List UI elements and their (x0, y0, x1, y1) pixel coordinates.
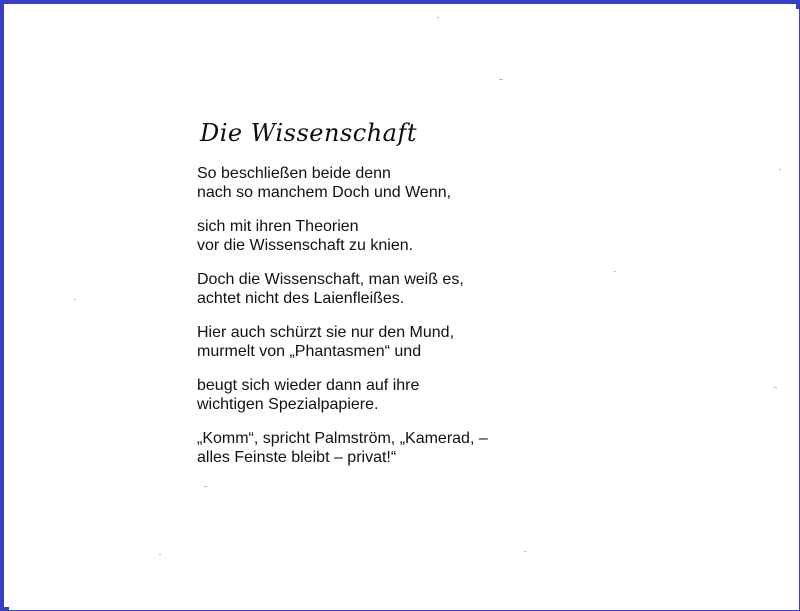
verse-line: wichtigen Spezialpapiere. (197, 396, 379, 413)
verse-line: Hier auch schürzt sie nur den Mund, (197, 324, 455, 341)
verse-line: alles Feinste bleibt – privat!“ (197, 449, 397, 466)
stanza (197, 323, 617, 361)
verse-line: beugt sich wieder dann auf ihre (197, 377, 420, 394)
verse-line: nach so manchem Doch und Wenn, (197, 184, 452, 201)
stanza (197, 270, 617, 308)
verse-line: sich mit ihren Theorien (197, 218, 359, 235)
scan-speck (437, 17, 439, 18)
scanned-page (9, 9, 799, 610)
verse-line: vor die Wissenschaft zu knien. (197, 237, 414, 254)
poem-title: Die Wissenschaft (200, 119, 418, 147)
scan-speck (159, 554, 161, 555)
scan-speck (779, 169, 781, 170)
verse-line: Doch die Wissenschaft, man weiß es, (197, 271, 464, 288)
scan-speck (774, 387, 777, 388)
verse-line: So beschließen beide denn (197, 165, 391, 182)
poem (197, 119, 617, 482)
stanza (197, 217, 617, 255)
stanza (197, 376, 617, 414)
scan-speck (74, 299, 76, 300)
stanza (197, 429, 617, 467)
scan-speck (204, 486, 207, 487)
verse-line: achtet nicht des Laienfleißes. (197, 290, 405, 307)
scan-speck (524, 551, 526, 552)
scan-speck (499, 79, 503, 80)
verse-line: murmelt von „Phantasmen“ und (197, 343, 422, 360)
verse-line: „Komm“, spricht Palmström, „Kamerad, – (197, 430, 488, 447)
stanza (197, 164, 617, 202)
